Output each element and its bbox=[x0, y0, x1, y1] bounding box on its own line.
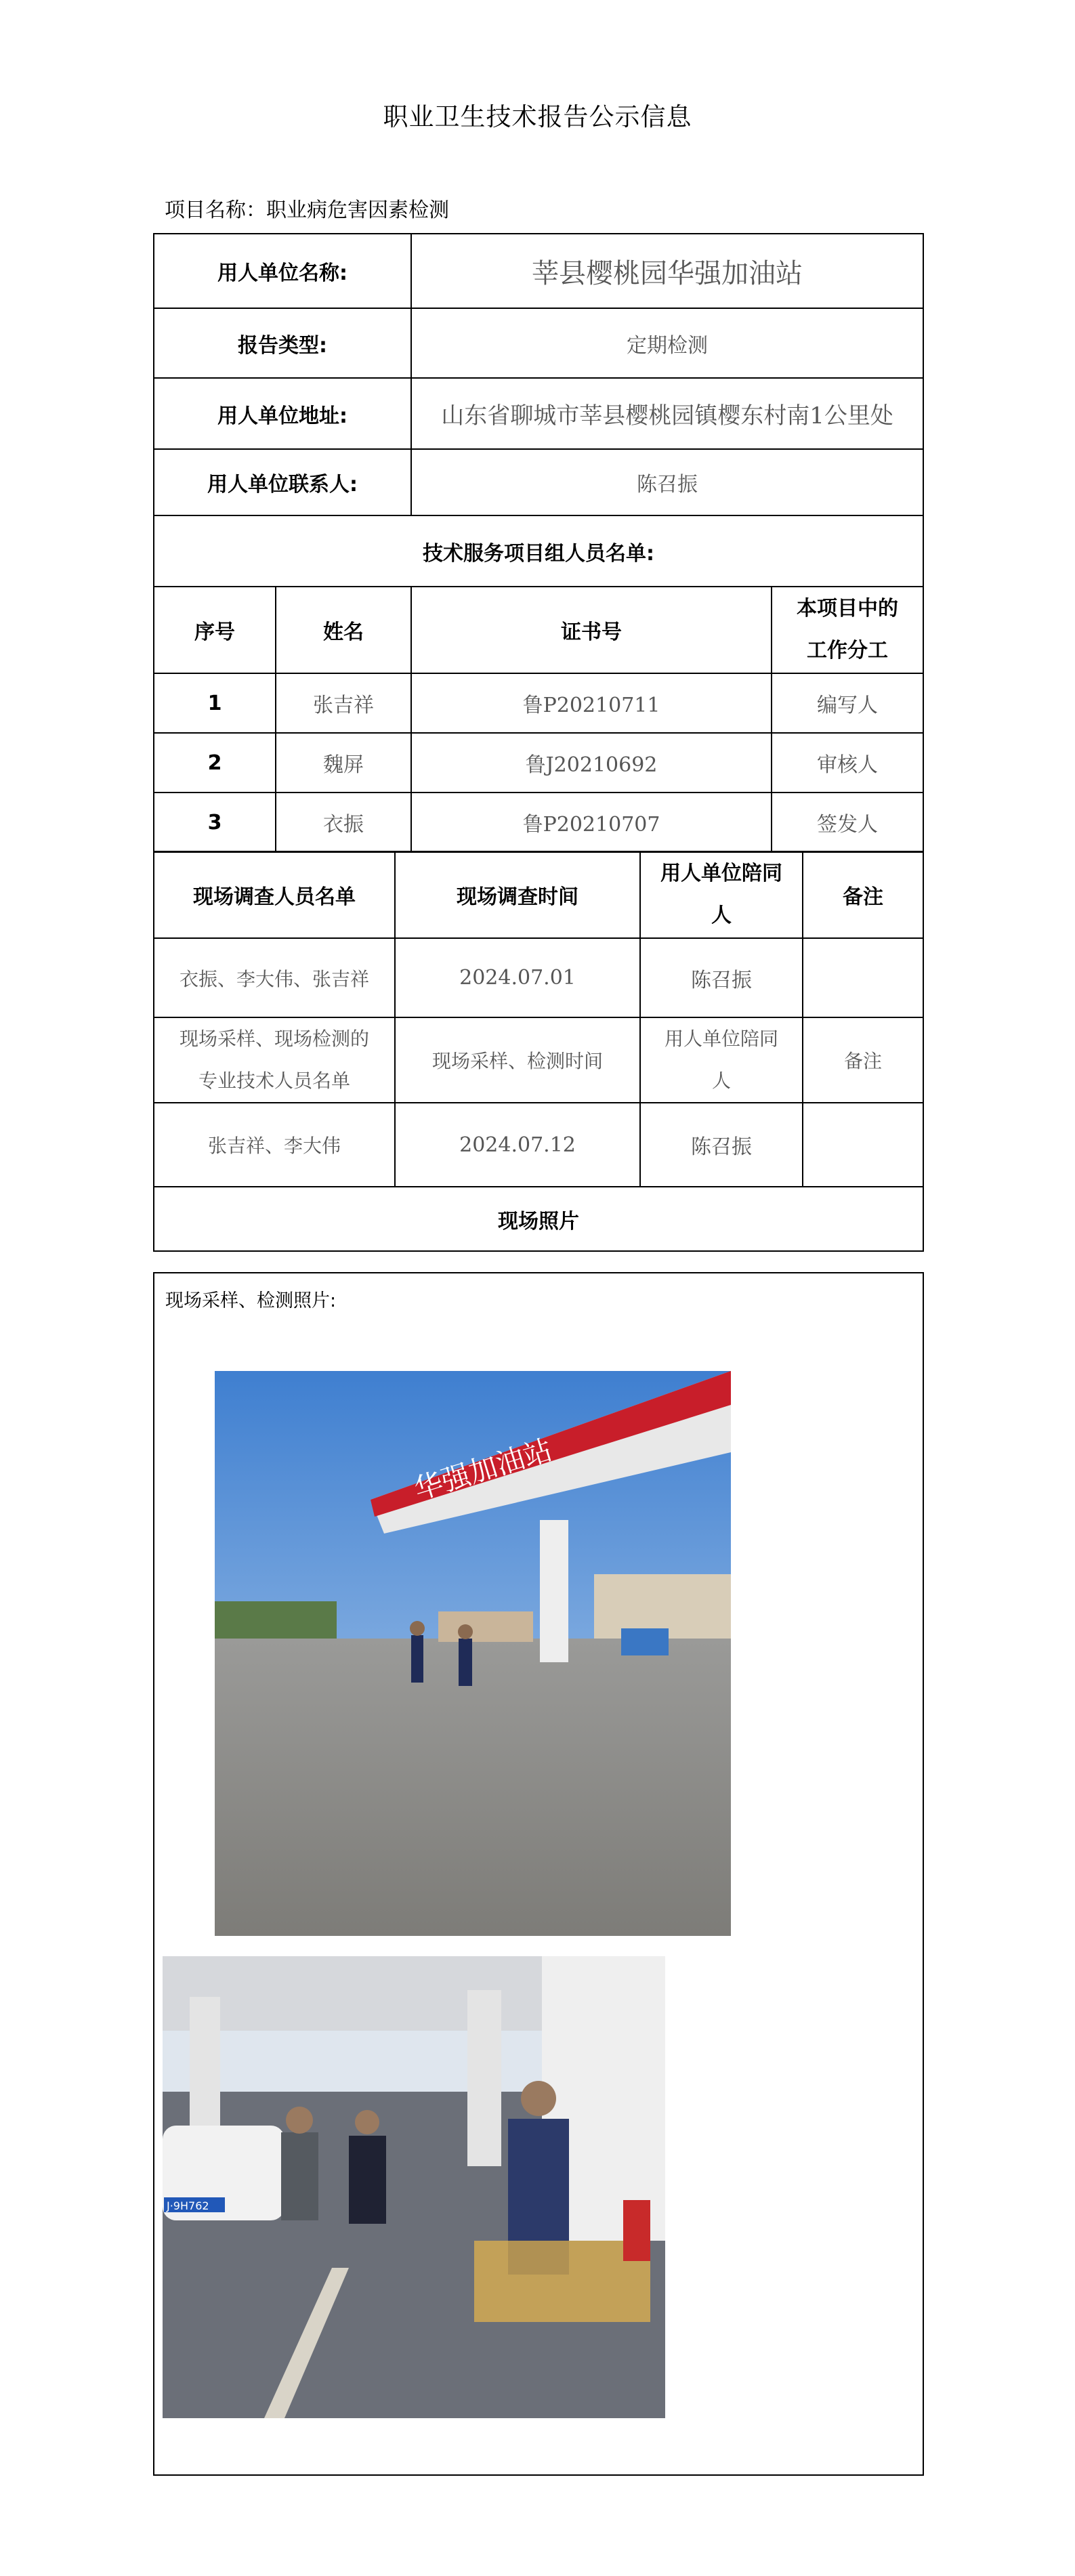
report-table bbox=[153, 233, 924, 853]
photos-heading: 现场照片 bbox=[154, 1187, 923, 1251]
photos-heading-row bbox=[154, 1187, 923, 1251]
team-row-role: 编写人 bbox=[772, 673, 923, 733]
sampling-people: 张吉祥、李大伟 bbox=[154, 1103, 395, 1187]
report-type-value: 定期检测 bbox=[411, 308, 923, 378]
sampling-row bbox=[154, 1103, 923, 1187]
contact-value: 陈召振 bbox=[411, 449, 923, 515]
report-type-label: 报告类型: bbox=[154, 308, 411, 378]
license-plate-text: J·9H762 bbox=[167, 2199, 209, 2212]
canopy-sign-text: 华强加油站 bbox=[410, 1433, 556, 1506]
sampling-photo bbox=[163, 1956, 665, 2418]
team-heading: 技术服务项目组人员名单: bbox=[154, 515, 923, 587]
col-header-no: 序号 bbox=[154, 587, 276, 673]
team-row-name: 魏屏 bbox=[276, 733, 411, 793]
address-value: 山东省聊城市莘县樱桃园镇樱东村南1公里处 bbox=[411, 378, 923, 449]
team-row-no: 3 bbox=[154, 793, 276, 852]
team-row-cert: 鲁P20210711 bbox=[411, 673, 772, 733]
survey-time: 2024.07.01 bbox=[395, 938, 640, 1017]
team-row-role: 审核人 bbox=[772, 733, 923, 793]
team-row-no: 1 bbox=[154, 673, 276, 733]
sampling-header-row bbox=[154, 1017, 923, 1103]
survey-note bbox=[803, 938, 923, 1017]
survey-header-row bbox=[154, 851, 923, 938]
sampling-people-header: 现场采样、现场检测的 专业技术人员名单 bbox=[154, 1017, 395, 1103]
survey-header-note: 备注 bbox=[803, 851, 923, 938]
survey-header-escort: 用人单位陪同 人 bbox=[640, 851, 803, 938]
col-header-role: 本项目中的 工作分工 bbox=[772, 587, 923, 673]
survey-people: 衣振、李大伟、张吉祥 bbox=[154, 938, 395, 1017]
col-header-name: 姓名 bbox=[276, 587, 411, 673]
sampling-note bbox=[803, 1103, 923, 1187]
page-title: 职业卫生技术报告公示信息 bbox=[383, 102, 692, 131]
contact-row bbox=[154, 449, 923, 515]
address-row bbox=[154, 378, 923, 449]
survey-table bbox=[153, 851, 924, 1252]
project-name: 项目名称：职业病危害因素检测 bbox=[165, 198, 449, 222]
team-row bbox=[154, 793, 923, 852]
team-row-name: 张吉祥 bbox=[276, 673, 411, 733]
team-row-cert: 鲁J20210692 bbox=[411, 733, 772, 793]
team-row-role: 签发人 bbox=[772, 793, 923, 852]
report-type-row bbox=[154, 308, 923, 378]
survey-escort: 陈召振 bbox=[640, 938, 803, 1017]
employer-name-label: 用人单位名称: bbox=[154, 234, 411, 308]
employer-name-value: 莘县樱桃园华强加油站 bbox=[411, 234, 923, 308]
gas-station-photo bbox=[215, 1371, 731, 1936]
survey-row bbox=[154, 938, 923, 1017]
photo-section bbox=[153, 1272, 924, 2476]
sampling-time-header: 现场采样、检测时间 bbox=[395, 1017, 640, 1103]
employer-name-row bbox=[154, 234, 923, 308]
sampling-escort-header: 用人单位陪同 人 bbox=[640, 1017, 803, 1103]
sampling-note-header: 备注 bbox=[803, 1017, 923, 1103]
address-label: 用人单位地址: bbox=[154, 378, 411, 449]
team-heading-row bbox=[154, 515, 923, 587]
team-row bbox=[154, 673, 923, 733]
team-row-cert: 鲁P20210707 bbox=[411, 793, 772, 852]
team-row bbox=[154, 733, 923, 793]
survey-header-time: 现场调查时间 bbox=[395, 851, 640, 938]
sampling-time: 2024.07.12 bbox=[395, 1103, 640, 1187]
team-row-no: 2 bbox=[154, 733, 276, 793]
survey-header-people: 现场调查人员名单 bbox=[154, 851, 395, 938]
col-header-cert: 证书号 bbox=[411, 587, 772, 673]
photo-caption: 现场采样、检测照片: bbox=[165, 1290, 337, 1311]
team-row-name: 衣振 bbox=[276, 793, 411, 852]
sampling-escort: 陈召振 bbox=[640, 1103, 803, 1187]
team-header-row bbox=[154, 587, 923, 673]
contact-label: 用人单位联系人: bbox=[154, 449, 411, 515]
